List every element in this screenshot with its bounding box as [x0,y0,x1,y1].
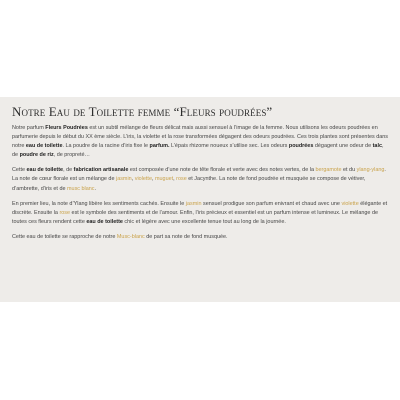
link-jasmin[interactable]: jasmin [115,176,132,183]
link-musc-blanc-product[interactable]: Musc-blanc [116,233,145,240]
link-bergamote[interactable]: bergamote [315,167,342,174]
text: , [151,176,155,183]
section-title: Notre Eau de Toilette femme “Fleurs poudrées” [12,104,273,119]
link-muguet[interactable]: muguet [155,176,174,183]
text: , de propreté… [53,152,90,159]
text: . [94,185,97,192]
text: est composée d’une note de tête florale et verte avec des notes vertes, de la [128,167,316,174]
keyword-bold: talc [372,143,382,150]
text: dégagent une odeur de [313,143,373,150]
text: Cette [12,167,27,174]
text: est un subtil mélange de fleurs délicat mais aussi sensuel à l’image de la femme. Nous utilisons les odeurs poudrées en parfumerie depuis le début du XX ème siècle. L’iris, la violette et la rose transformées dégagent des odeurs poudrées. Ces trois plantes sont présentes dans notre [12,125,389,150]
product-description-panel [0,97,400,302]
description-paragraph-related [12,233,390,242]
text: , [131,176,135,183]
text: . La poudre de la racine d’iris fixe le [62,143,150,150]
text: de part sa note de fond musquée. [144,233,228,240]
text: Notre parfum [12,125,46,131]
text: L’épais rhizome noueux s’utilise sec. Les odeurs [169,143,289,150]
link-musc-blanc[interactable]: musc blanc [67,185,95,192]
link-jasmin[interactable]: jasmin [185,200,202,207]
keyword-bold: fabrication artisanale [73,167,129,174]
link-rose[interactable]: rose [59,209,71,216]
keyword-bold: parfum. [149,143,170,150]
text: est le symbole des sentiments et de l’amour. Enfin, l’iris précieux et essentiel est un parfum intense et lumineux. Le mélange de toutes ces fleurs rendent cette [12,209,379,225]
text: Cette eau de toilette se rapproche de notre [12,233,117,240]
description-paragraph-notes [12,166,390,193]
link-violette[interactable]: violette [341,200,359,207]
text: . La note de cœur florale est un mélange de [12,167,386,183]
text: , [173,176,177,183]
text: , de [12,143,384,159]
keyword-bold: poudre de riz [19,152,54,159]
text: et Jacynthe. La note de fond poudrée et musquée se compose de vétiver, d’ambrette, d’iris et de [12,176,366,192]
product-name-bold: Fleurs Poudrées [45,125,88,131]
link-ylang-ylang[interactable]: ylang-ylang [356,167,385,174]
text: sensuel prodigue son parfum enivrant et chaud avec une [201,200,342,207]
text: élégante et discrète. Ensuite la [12,200,388,216]
keyword-bold: eau de toilette [86,218,123,225]
keyword-bold: poudrées [288,143,314,150]
text: chic et légère avec une excellente tenue tout au long de la journée. [122,218,286,225]
link-violette[interactable]: violette [134,176,152,183]
text: En premier lieu, la note d’Ylang libère les sentiments cachés. Ensuite le [12,200,186,207]
keyword-bold: eau de toilette [26,167,64,174]
text: et du [341,167,357,174]
text: , de [63,167,74,174]
keyword-bold: eau de toilette [25,143,63,150]
description-paragraph-intro [12,124,390,160]
link-rose[interactable]: rose [176,176,187,183]
description-paragraph-heart [12,200,390,227]
